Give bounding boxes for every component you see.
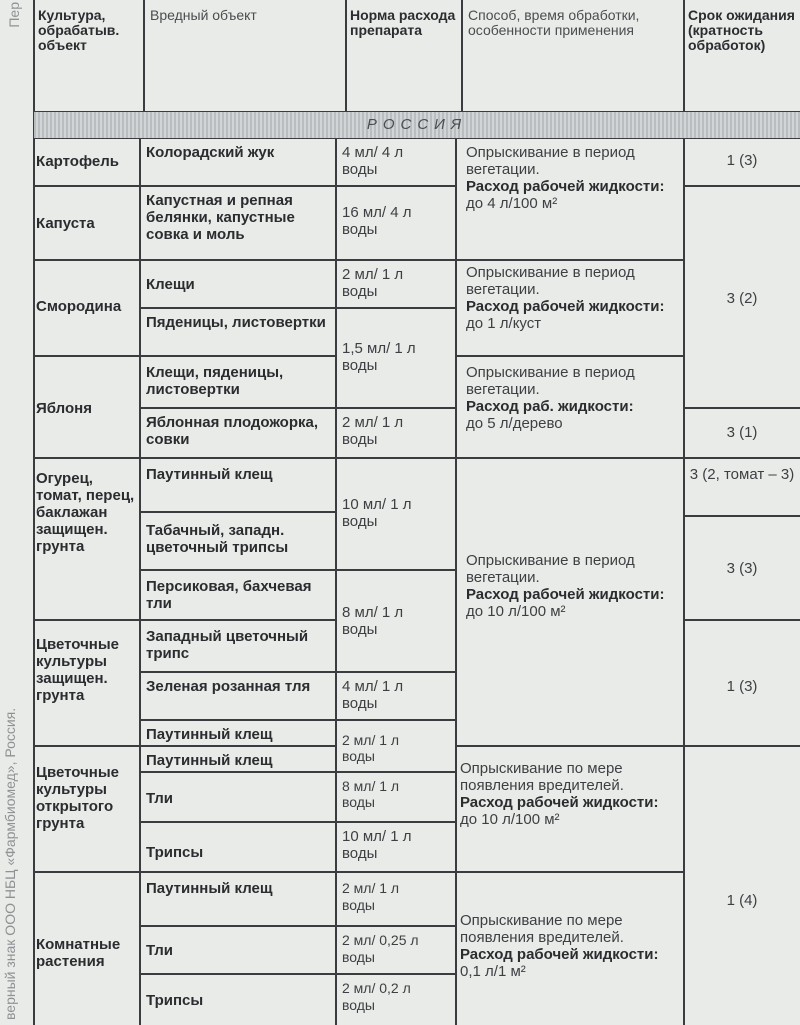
method-block-4 (466, 552, 680, 620)
method-1-label: Расход рабочей жидкости: (466, 178, 665, 195)
pest-colorado-beetle: Колорадский жук (146, 144, 275, 161)
norm-12: 2 мл/ 1 л воды (342, 880, 400, 913)
wait-1: 1 (3) (726, 152, 758, 169)
region-band (34, 112, 800, 138)
wait-3: 3 (1) (726, 424, 758, 441)
header-wait: Срок ожидания (кратность обработок) (688, 7, 795, 53)
method-6-text: Опрыскивание по мере появления вредителей. (460, 912, 624, 946)
culture-potato: Картофель (36, 153, 119, 170)
pest-spider-mite-4: Паутинный клещ (146, 880, 273, 897)
pest-thrips-tobacco: Табачный, западн. цветочный трипсы (146, 522, 289, 556)
wait-4: 3 (2, томат – 3) (689, 466, 795, 483)
method-4-text: Опрыскивание в период вегетации. (466, 552, 635, 586)
method-5-text: Опрыскивание по мере появления вредителей. (460, 760, 624, 794)
norm-3: 2 мл/ 1 л воды (342, 266, 404, 300)
header-norm: Норма расхода препарата (350, 7, 456, 38)
wait-5: 3 (3) (726, 560, 758, 577)
side-text-top: Пер (6, 2, 22, 28)
pest-aphids-peach: Персиковая, бахчевая тли (146, 578, 312, 612)
pest-mites-moths: Клещи, пяденицы, листовертки (146, 364, 284, 398)
header-culture: Культура, обрабатыв. объект (38, 7, 120, 53)
culture-flowers-open: Цветочные культуры открытого грунта (36, 764, 119, 832)
region-label: РОССИЯ (366, 116, 468, 133)
method-5-value: до 10 л/100 м² (460, 811, 560, 828)
wait-6: 1 (3) (726, 678, 758, 695)
pest-thrips: Трипсы (146, 844, 204, 861)
norm-7: 8 мл/ 1 л воды (342, 604, 404, 638)
method-3-value: до 5 л/дерево (466, 415, 563, 432)
norm-4: 1,5 мл/ 1 л воды (342, 340, 416, 374)
method-block-1 (466, 144, 680, 212)
norm-11: 10 мл/ 1 л воды (342, 828, 412, 862)
wait-2: 3 (2) (726, 290, 758, 307)
pest-mites: Клещи (146, 276, 195, 293)
norm-10: 8 мл/ 1 л воды (342, 778, 400, 810)
norm-6: 10 мл/ 1 л воды (342, 496, 412, 530)
norm-14: 2 мл/ 0,2 л воды (342, 980, 411, 1013)
method-2-value: до 1 л/куст (466, 315, 542, 332)
method-6-label: Расход рабочей жидкости: (460, 946, 659, 963)
norm-5: 2 мл/ 1 л воды (342, 414, 404, 448)
norm-2: 16 мл/ 4 л воды (342, 204, 412, 238)
culture-cabbage: Капуста (36, 215, 95, 232)
method-6-value: 0,1 л/1 м² (460, 963, 526, 980)
pest-aphids-2: Тли (146, 942, 173, 959)
method-2-label: Расход рабочей жидкости: (466, 298, 665, 315)
wait-7: 1 (4) (726, 892, 758, 909)
pest-spider-mite-2: Паутинный клещ (146, 726, 273, 743)
pest-moths: Пяденицы, листовертки (146, 314, 326, 331)
culture-vegetables: Огурец, томат, перец, баклажан защищен. грунта (36, 470, 135, 555)
method-4-label: Расход рабочей жидкости: (466, 586, 665, 603)
norm-8: 4 мл/ 1 л воды (342, 678, 404, 712)
method-block-3 (466, 364, 680, 432)
norm-1: 4 мл/ 4 л воды (342, 144, 404, 178)
culture-currant: Смородина (36, 298, 122, 315)
method-3-text: Опрыскивание в период вегетации. (466, 364, 635, 398)
method-5-label: Расход рабочей жидкости: (460, 794, 659, 811)
header-method: Способ, время обработки, особенности применения (468, 7, 640, 38)
pest-cabbage-pests: Капустная и репная белянки, капустные совка и моль (146, 192, 295, 243)
pest-thrips-2: Трипсы (146, 992, 204, 1009)
method-1-text: Опрыскивание в период вегетации. (466, 144, 635, 178)
method-block-2 (466, 264, 680, 332)
method-block-5 (460, 760, 682, 828)
header-pest: Вредный объект (150, 7, 257, 23)
method-block-6 (460, 912, 682, 980)
norm-9: 2 мл/ 1 л воды (342, 732, 400, 764)
culture-flowers-protected: Цветочные культуры защищен. грунта (36, 636, 119, 704)
method-4-value: до 10 л/100 м² (466, 603, 566, 620)
pest-codling-moth: Яблонная плодожорка, совки (146, 414, 318, 448)
method-1-value: до 4 л/100 м² (466, 195, 558, 212)
method-2-text: Опрыскивание в период вегетации. (466, 264, 635, 298)
culture-apple: Яблоня (36, 400, 92, 417)
pest-rose-aphid: Зеленая розанная тля (146, 678, 311, 695)
norm-13: 2 мл/ 0,25 л воды (342, 932, 419, 965)
pest-western-thrips: Западный цветочный трипс (146, 628, 309, 662)
method-3-label: Расход раб. жидкости: (466, 398, 634, 415)
pest-spider-mite: Паутинный клещ (146, 466, 273, 483)
side-text-left: верный знак ООО НБЦ «Фармбиомед», Россия. (2, 707, 18, 1020)
pest-spider-mite-3: Паутинный клещ (146, 752, 273, 769)
culture-indoor: Комнатные растения (36, 936, 121, 970)
pest-aphids: Тли (146, 790, 173, 807)
